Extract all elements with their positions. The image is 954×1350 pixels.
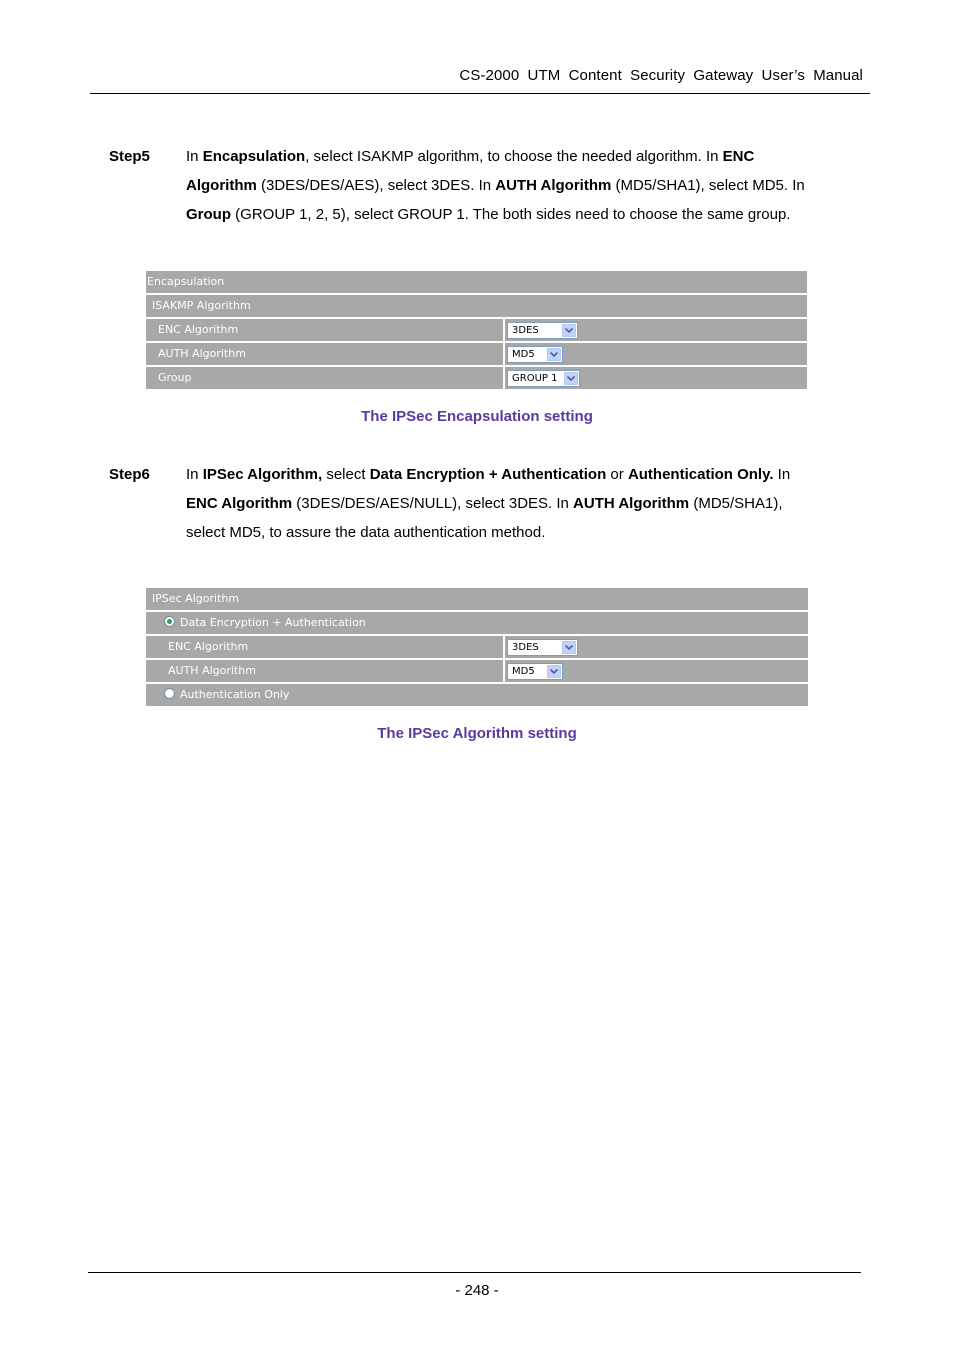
authentication-only-label: Authentication Only — [180, 688, 290, 701]
page-number: - 248 - — [455, 1282, 499, 1299]
authentication-only-option — [164, 684, 289, 706]
ipsec-enc-algorithm-label: ENC Algorithm — [168, 640, 249, 653]
ipsec-title: IPSec Algorithm — [152, 592, 240, 605]
step6-line1: In IPSec Algorithm, select Data Encryption + Authentication or Authentication Only. In — [186, 466, 791, 483]
group-select[interactable] — [507, 370, 580, 387]
step5-line2: Algorithm (3DES/DES/AES), select 3DES. In AUTH Algorithm (MD5/SHA1), select MD5. In — [186, 177, 805, 194]
data-encryption-option — [164, 612, 366, 634]
step6-text — [186, 460, 856, 547]
enc-algorithm-label: ENC Algorithm — [158, 323, 239, 336]
footer-divider — [88, 1272, 861, 1273]
ipsec-enc-algorithm-row — [146, 636, 808, 658]
encapsulation-panel — [146, 271, 807, 391]
chevron-down-icon[interactable] — [547, 665, 561, 678]
data-encryption-label: Data Encryption + Authentication — [180, 616, 366, 629]
header-divider — [90, 93, 870, 94]
figure-caption-ipsec: The IPSec Algorithm setting — [377, 725, 577, 742]
ipsec-auth-algorithm-label: AUTH Algorithm — [168, 664, 256, 677]
auth-algorithm-select[interactable] — [507, 346, 563, 363]
encapsulation-header-row — [146, 271, 807, 293]
ipsec-algorithm-panel — [146, 588, 808, 708]
group-label: Group — [158, 371, 192, 384]
ipsec-enc-algorithm-select[interactable] — [507, 639, 578, 656]
auth-algorithm-label: AUTH Algorithm — [158, 347, 246, 360]
chevron-down-icon[interactable] — [564, 372, 578, 385]
step5-label: Step5 — [109, 148, 150, 165]
page-header-title: CS-2000 UTM Content Security Gateway User’s Manual — [459, 67, 863, 84]
authentication-only-option-row — [146, 684, 808, 706]
enc-algorithm-row — [146, 319, 807, 341]
step5-text — [186, 142, 856, 229]
chevron-down-icon[interactable] — [562, 324, 576, 337]
step6-line2: ENC Algorithm (3DES/DES/AES/NULL), select 3DES. In AUTH Algorithm (MD5/SHA1), — [186, 495, 783, 512]
isakmp-label: ISAKMP Algorithm — [152, 299, 251, 312]
ipsec-auth-algorithm-row — [146, 660, 808, 682]
step5-line1: In Encapsulation, select ISAKMP algorithm, to choose the needed algorithm. In ENC — [186, 148, 755, 165]
step6-line3: select MD5, to assure the data authentication method. — [186, 524, 546, 541]
ipsec-auth-algorithm-select[interactable] — [507, 663, 563, 680]
data-encryption-option-row — [146, 612, 808, 634]
authentication-only-radio[interactable] — [164, 688, 175, 699]
data-encryption-radio[interactable] — [164, 616, 175, 627]
step5-line3: Group (GROUP 1, 2, 5), select GROUP 1. The both sides need to choose the same group. — [186, 206, 791, 223]
ipsec-auth-algorithm-value: MD5 — [512, 666, 535, 677]
enc-algorithm-select[interactable] — [507, 322, 578, 339]
ipsec-enc-algorithm-value: 3DES — [512, 642, 539, 653]
auth-algorithm-value: MD5 — [512, 349, 535, 360]
group-value: GROUP 1 — [512, 373, 558, 384]
step6-label: Step6 — [109, 466, 150, 483]
auth-algorithm-row — [146, 343, 807, 365]
encapsulation-title: Encapsulation — [147, 275, 225, 288]
isakmp-row — [146, 295, 807, 317]
figure-caption-encapsulation: The IPSec Encapsulation setting — [361, 408, 593, 425]
chevron-down-icon[interactable] — [562, 641, 576, 654]
chevron-down-icon[interactable] — [547, 348, 561, 361]
group-row — [146, 367, 807, 389]
enc-algorithm-value: 3DES — [512, 325, 539, 336]
ipsec-header-row — [146, 588, 808, 610]
